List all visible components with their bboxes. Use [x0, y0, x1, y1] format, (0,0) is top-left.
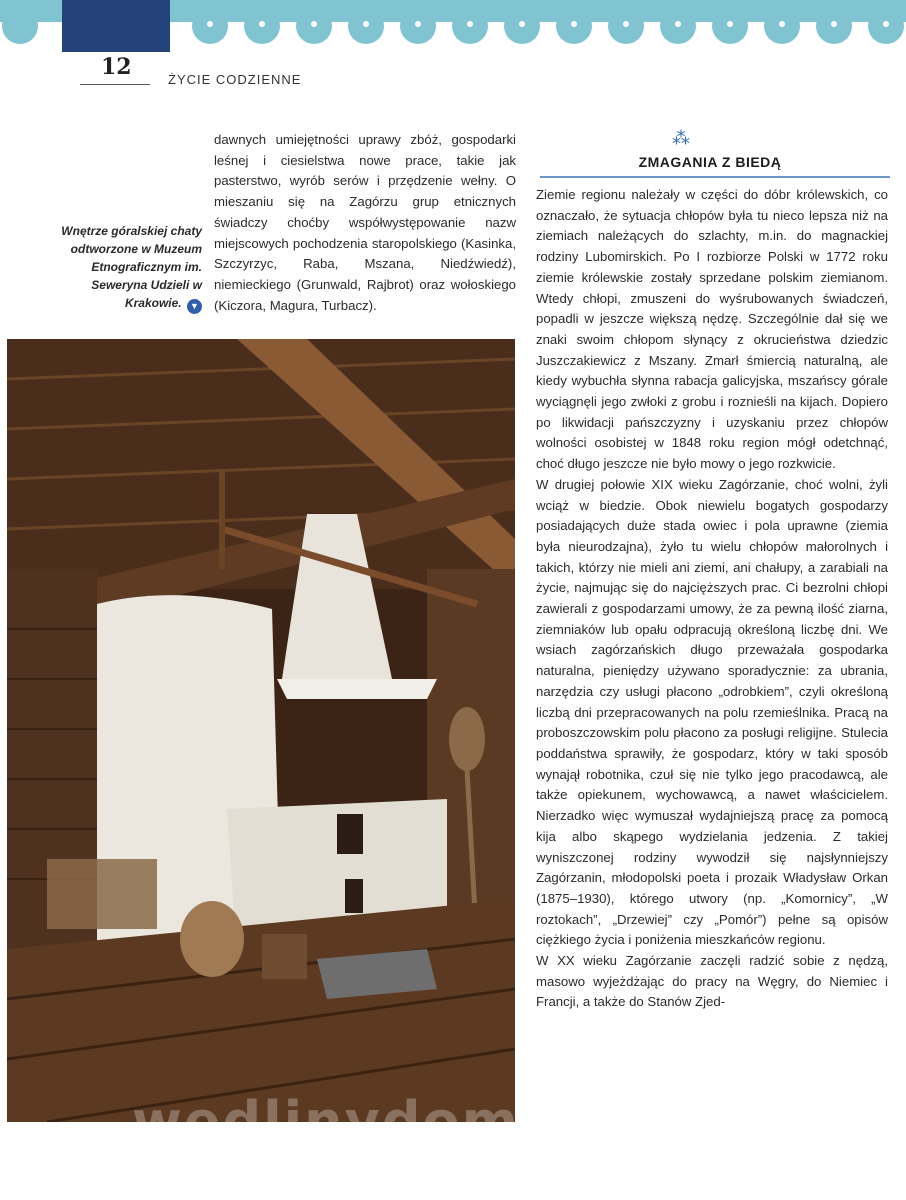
box-heading: ZMAGANIA Z BIEDĄ	[638, 154, 782, 170]
page-number-tab	[62, 0, 170, 52]
watermark: wedlinydomowe.pl	[132, 1090, 734, 1153]
box-paragraph: W XX wieku Zagórzanie zaczęli radzić sobie z nędzą, masowo wyjeżdżając do pracy na Węgry, do Niemiec i Francji, a także do Stanów Zjed-	[536, 953, 888, 1010]
decorative-lace-border	[0, 0, 906, 58]
caption-text: Wnętrze góralskiej chaty odtworzone w Muzeum Etnograficznym im. Seweryna Udzieli w Krakowie.	[61, 224, 202, 310]
box-heading-rule	[540, 176, 890, 178]
box-body	[536, 185, 888, 1013]
interior-photo	[7, 339, 515, 1122]
body-text-left: dawnych umiejętności uprawy zbóż, gospodarki leśnej i ciesielstwa nowe prace, takie jak pasterstwo, wyrób serów i przędzenie wełny. O mieszaniu się na Zagórzu grup etnicznych świadczy choćby współwystępowanie nazw miejscowych pochodzenia staropolskiego (Kasinka, Szczyrzyc, Raba, Mszana, Niedźwiedź), niemieckiego (Grunwald, Rajbrot) oraz wołoskiego (Kiczora, Magura, Turbacz).	[214, 132, 516, 313]
snowflake-ornament-icon: ⁂	[672, 128, 690, 148]
box-paragraph: W drugiej połowie XIX wieku Zagórzanie, choć wolni, żyli wciąż w biedzie. Obok niewielu bogatych gospodarzy posiadających duże stada owiec i pola uprawne (ziemia była nieurodzajna), żyło tu wielu chłopów małorolnych i takich, którzy nie mieli ani ziemi, ani chałupy, a zarabiali na życie, najmując się do najcięższych prac. Ci bezrolni chłopi zawierali z gospodarzami umowy, że za pewną ilość ziarna, ziemniaków lub opału odpracują określoną liczbę dni. We wsiach zagórzańskich długo przeważała gospodarka naturalna, pieniędzy używano sporadycznie: za ubrania, narzędzia czy usługi płacono „odrobkiem”, czyli określoną liczbą dni przepracowanych na polu rzemieślnika. Pracą na proboszczowskim polu płacono za posługi religijne. Stulecia poddaństwa sprawiły, że gospodarz, który w taki sposób wynajął robotnika, czuł się nie tylko jego pracodawcą, ale także opiekunem, wychowawcą, a nawet właścicielem. Nierzadko więc wymuszał wydajniejszą pracę za pomocą kija albo skąpego wydzielania jedzenia. Z takiej wyniszczonej rodziny wywodził się najsłynniejszy Zagórzanin, młodopolski poeta i prozaik Władysław Orkan (1875–1930), którego utwory (np. „Komornicy”, „W roztokach”, „Drzewiej” czy „Pomór”) pełne są opisów ciężkiego życia i poniżenia mieszkańców regionu.	[536, 476, 888, 948]
box-paragraph: Ziemie regionu należały w części do dóbr królewskich, co oznaczało, że sytuacja chłopów była tu nieco lepsza niż na ziemiach należących do szlachty, m.in. do magnackiej rodziny Lubomirskich. Po I rozbiorze Polski w 1772 roku ziemie królewskie zostały sprzedane polskim ziemianom. Wtedy chłopi, zmuszeni do wyśrubowanych świadczeń, popadli w jeszcze większą nędzę. Szczególnie dał się we znaki swoim chłopom słynący z okrucieństwa dziedzic Juszczakiewicz z Mszany. Zmarł śmiercią naturalną, ale kiedy wybuchła słynna rabacja galicyjska, mszańscy górale wyciągnęli jego zwłoki z grobu i roznieśli na kijach. Dopiero po likwidacji pańszczyzny i uzyskaniu przez chłopów wolności osobistej w 1848 roku region mógł odetchnąć, choć długo jeszcze nie było mowy o jego rozkwicie.	[536, 187, 888, 472]
header-rule	[80, 84, 150, 85]
arrow-down-icon: ▼	[187, 299, 202, 314]
highland-hut-stove-image	[7, 339, 515, 1122]
page-number: 12	[101, 54, 132, 80]
running-header: ŻYCIE CODZIENNE	[168, 72, 302, 87]
photo-caption	[56, 222, 202, 314]
